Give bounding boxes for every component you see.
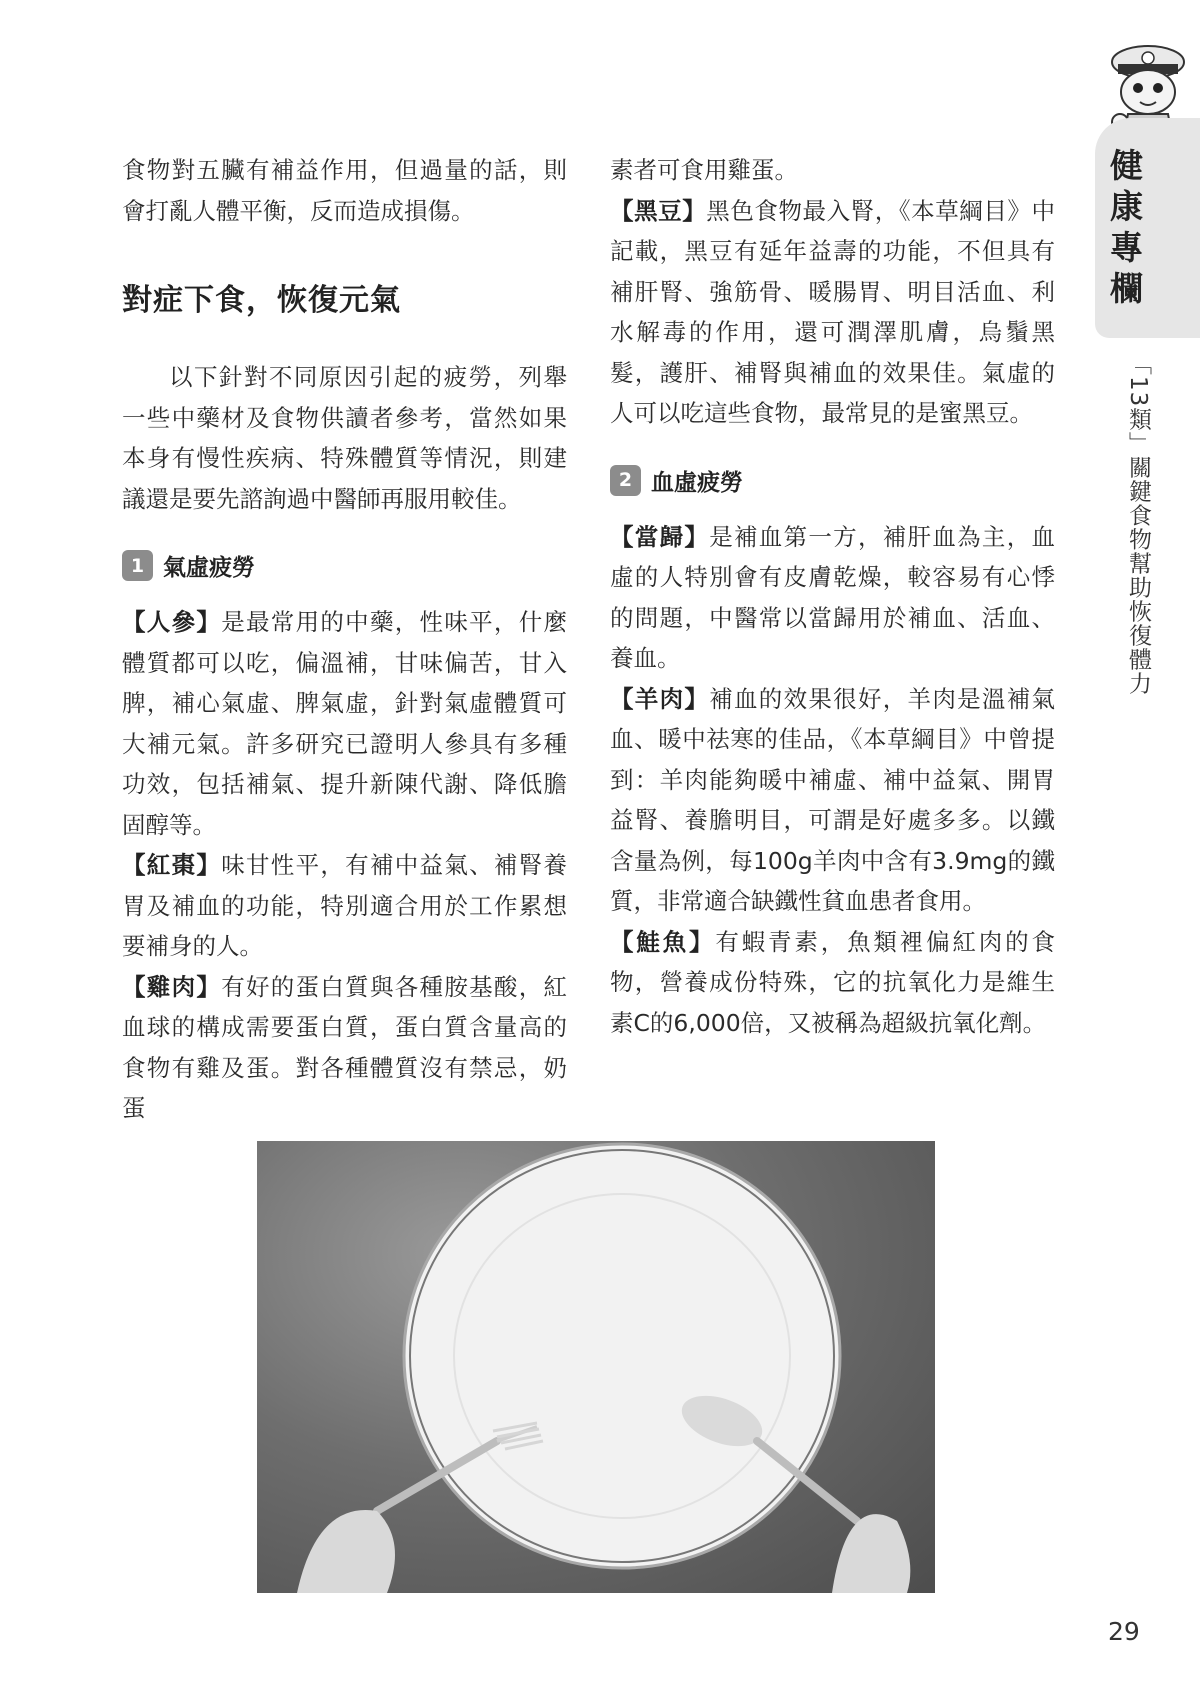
entry-black-bean <box>610 191 1055 434</box>
subsection-header-1 <box>122 549 567 582</box>
page-number: 29 <box>1108 1617 1140 1646</box>
section-heading: 對症下食，恢復元氣 <box>122 283 401 318</box>
subsection-title: 血虛疲勞 <box>651 469 743 496</box>
entry-term: 【鮭魚】 <box>610 927 716 956</box>
entry-text: 是補血第一方，補肝血為主，血虛的人特別會有皮膚乾燥，較容易有心悸的問題，中醫常以當歸用於補血、活血、養血。 <box>610 522 1056 672</box>
entry-term: 【黑豆】 <box>610 196 707 225</box>
right-column <box>610 150 1055 1043</box>
entry-angelica <box>610 517 1055 679</box>
entry-text: 補血的效果很好，羊肉是溫補氣血、暖中祛寒的佳品，《本草綱目》中曾提到：羊肉能夠暖中補虛、補中益氣、開胃益腎、養膽明目，可謂是好處多多。以鐵含量為例，每100g羊肉中含有3.9mg的鐵質，非常適合缺鐵性貧血患者食用。 <box>610 684 1056 915</box>
subsection-title: 氣虛疲勞 <box>163 555 255 581</box>
entry-term: 【當歸】 <box>610 522 710 551</box>
subsection-number-badge: 2 <box>610 465 641 496</box>
tab-title: 健康專欄 <box>1105 148 1144 312</box>
entry-text: 有蝦青素，魚類裡偏紅肉的食物，營養成份特殊，它的抗氧化力是維生素C的6,000倍，又被稱為超級抗氧化劑。 <box>610 927 1055 1037</box>
entry-text: 味甘性平，有補中益氣、補腎養胃及補血的功能，特別適合用於工作累想要補身的人。 <box>122 851 568 960</box>
entry-salmon <box>610 922 1055 1044</box>
entry-term: 【羊肉】 <box>610 684 710 713</box>
intro-paragraph: 食物對五臟有補益作用，但過量的話，則會打亂人體平衡，反而造成損傷。 <box>122 156 567 225</box>
entry-text: 黑色食物最入腎，《本草綱目》中記載，黑豆有延年益壽的功能，不但具有補肝腎、強筋骨、暖腸胃、明目活血、利水解毒的作用，還可潤澤肌膚，烏鬚黑髮，護肝、補腎與補血的效果佳。氣虛的人可以吃這些食物，最常見的是蜜黑豆。 <box>610 196 1056 427</box>
empty-plate-photo <box>257 1141 935 1593</box>
entry-chicken <box>122 967 567 1129</box>
entry-text: 有好的蛋白質與各種胺基酸，紅血球的構成需要蛋白質，蛋白質含量高的食物有雞及蛋。對各種體質沒有禁忌，奶蛋 <box>122 972 568 1122</box>
continuation-text: 素者可食用雞蛋。 <box>610 156 798 184</box>
entry-term: 【人參】 <box>122 608 222 636</box>
entry-red-date <box>122 845 567 967</box>
entry-ginseng <box>122 602 567 845</box>
left-column <box>122 150 567 1129</box>
entry-text: 是最常用的中藥，性味平，什麼體質都可以吃，偏溫補，甘味偏苦，甘入脾，補心氣虛、脾氣虛，針對氣虛體質可大補元氣。許多研究已證明人參具有多種功效，包括補氣、提升新陳代謝、降低膽固醇等。 <box>122 608 568 839</box>
lead-paragraph: 以下針對不同原因引起的疲勞，列舉一些中藥材及食物供讀者參考，當然如果本身有慢性疾病、特殊體質等情況，則建議還是要先諮詢過中醫師再服用較佳。 <box>122 363 567 513</box>
subsection-number-badge: 1 <box>122 550 153 581</box>
entry-term: 【紅棗】 <box>122 851 222 879</box>
subsection-header-2 <box>610 464 1055 497</box>
entry-term: 【雞肉】 <box>122 972 222 1001</box>
entry-lamb <box>610 679 1055 922</box>
chapter-title: 「13類」關鍵食物幫助恢復體力 <box>1125 352 1151 696</box>
